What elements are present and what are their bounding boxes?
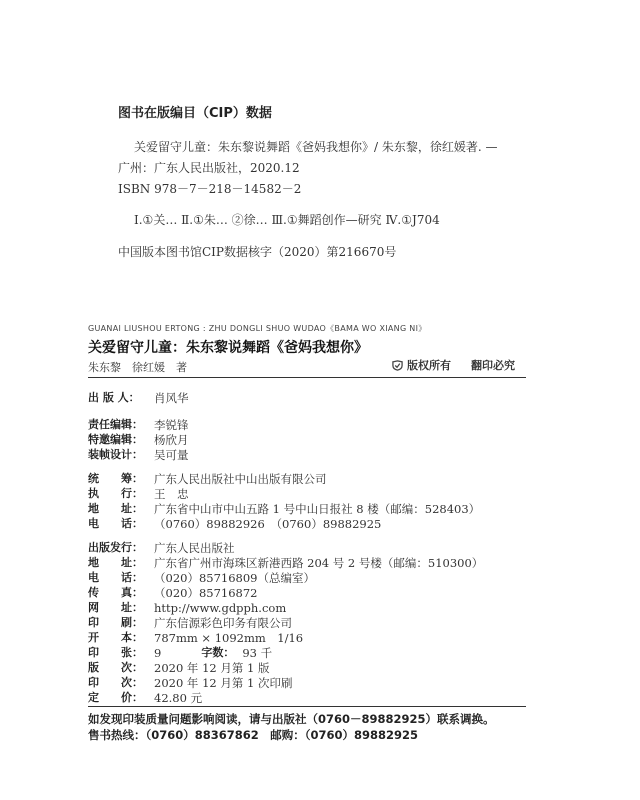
cip-heading: 图书在版编目（CIP）数据 bbox=[118, 106, 272, 121]
info-row bbox=[88, 517, 381, 531]
info-row bbox=[88, 601, 286, 615]
cip-line-1: 关爱留守儿童：朱东黎说舞蹈《爸妈我想你》/ 朱东黎，徐红媛著. — bbox=[134, 140, 498, 154]
info-label: 出版发行： bbox=[88, 541, 143, 554]
info-label: 网 址： bbox=[88, 601, 143, 614]
info-value: 李锐锋 bbox=[154, 418, 189, 432]
info-label: 电 话： bbox=[88, 517, 143, 530]
info-value: 2020 年 12 月第 1 次印刷 bbox=[154, 676, 293, 690]
word-count-value: 93 千 bbox=[242, 646, 273, 660]
info-value: （020）85716809（总编室） bbox=[154, 571, 315, 585]
info-value: 广东人民出版社 bbox=[154, 541, 235, 555]
rights-reserved-label: 版权所有 bbox=[407, 359, 451, 372]
info-label: 地 址： bbox=[88, 556, 143, 569]
book-title-pinyin: GUANAI LIUSHOU ERTONG : ZHU DONGLI SHUO WUDAO《BAMA WO XIANG NI》 bbox=[88, 324, 427, 333]
piracy-prohibited-label: 翻印必究 bbox=[471, 359, 515, 372]
header-divider bbox=[88, 377, 526, 378]
info-label: 装帧设计： bbox=[88, 448, 143, 461]
info-row bbox=[88, 616, 292, 630]
quality-notice: 如发现印装质量问题影响阅读，请与出版社（0760－89882925）联系调换。 bbox=[88, 712, 495, 726]
book-authors: 朱东黎 徐红媛 著 bbox=[88, 361, 187, 374]
info-label: 统 筹： bbox=[88, 472, 143, 485]
info-row bbox=[88, 502, 480, 516]
info-row bbox=[88, 676, 293, 690]
info-row bbox=[88, 541, 235, 555]
info-value: 2020 年 12 月第 1 版 bbox=[154, 661, 270, 675]
info-value: 王 忠 bbox=[154, 487, 189, 501]
book-title: 关爱留守儿童：朱东黎说舞蹈《爸妈我想你》 bbox=[88, 340, 368, 356]
footer-divider bbox=[88, 706, 526, 707]
info-value: 杨欣月 bbox=[154, 433, 189, 447]
info-label: 地 址： bbox=[88, 502, 143, 515]
info-label: 印 次： bbox=[88, 676, 143, 689]
info-label: 出 版 人： bbox=[88, 391, 140, 404]
info-value: 广东信源彩色印务有限公司 bbox=[154, 616, 292, 630]
info-row bbox=[88, 631, 303, 645]
sales-hotline: 售书热线：（0760）88367862 邮购：（0760）89882925 bbox=[88, 728, 419, 742]
info-label: 传 真： bbox=[88, 586, 143, 599]
info-value: 广东人民出版社中山出版有限公司 bbox=[154, 472, 327, 486]
price-value: 42.80 元 bbox=[154, 691, 203, 705]
info-value: 787mm × 1092mm 1/16 bbox=[154, 631, 304, 645]
info-value: （020）85716872 bbox=[154, 586, 258, 600]
info-label: 责任编辑： bbox=[88, 418, 143, 431]
cip-isbn: ISBN 978－7－218－14582－2 bbox=[118, 182, 302, 196]
info-value: （0760）89882926 （0760）89882925 bbox=[154, 517, 382, 531]
info-row-sheets bbox=[88, 646, 272, 660]
info-row bbox=[88, 691, 202, 705]
info-value: 吴可量 bbox=[154, 448, 189, 462]
info-label: 执 行： bbox=[88, 487, 143, 500]
info-value: 广东省中山市中山五路 1 号中山日报社 8 楼（邮编：528403） bbox=[154, 502, 481, 516]
info-row bbox=[88, 418, 189, 432]
copyright-notice bbox=[392, 357, 515, 373]
info-value: 肖风华 bbox=[154, 391, 189, 405]
info-row bbox=[88, 472, 327, 486]
info-row bbox=[88, 391, 189, 405]
cip-classification: Ⅰ.①关… Ⅱ.①朱… ②徐… Ⅲ.①舞蹈创作—研究 Ⅳ.①J704 bbox=[134, 213, 440, 227]
info-label: 开 本： bbox=[88, 631, 143, 644]
publisher-website: http://www.gdpph.com bbox=[154, 601, 287, 615]
info-row bbox=[88, 571, 315, 585]
info-label: 电 话： bbox=[88, 571, 143, 584]
info-label: 特邀编辑： bbox=[88, 433, 143, 446]
info-value: 广东省广州市海珠区新港西路 204 号 2 号楼（邮编：510300） bbox=[154, 556, 484, 570]
info-row bbox=[88, 586, 257, 600]
info-label: 印 张： bbox=[88, 646, 143, 659]
word-count-label: 字数： bbox=[201, 646, 235, 659]
info-row bbox=[88, 487, 189, 501]
info-value: 9 bbox=[154, 646, 162, 660]
info-row bbox=[88, 448, 189, 462]
info-row bbox=[88, 556, 483, 570]
info-row bbox=[88, 661, 270, 675]
cip-record-number: 中国版本图书馆CIP数据核字（2020）第216670号 bbox=[118, 245, 397, 259]
copyright-shield-icon bbox=[392, 360, 403, 371]
cip-line-2: 广州：广东人民出版社，2020.12 bbox=[118, 161, 300, 175]
info-label: 版 次： bbox=[88, 661, 143, 674]
info-label: 印 刷： bbox=[88, 616, 143, 629]
info-label: 定 价： bbox=[88, 691, 143, 704]
info-row bbox=[88, 433, 189, 447]
